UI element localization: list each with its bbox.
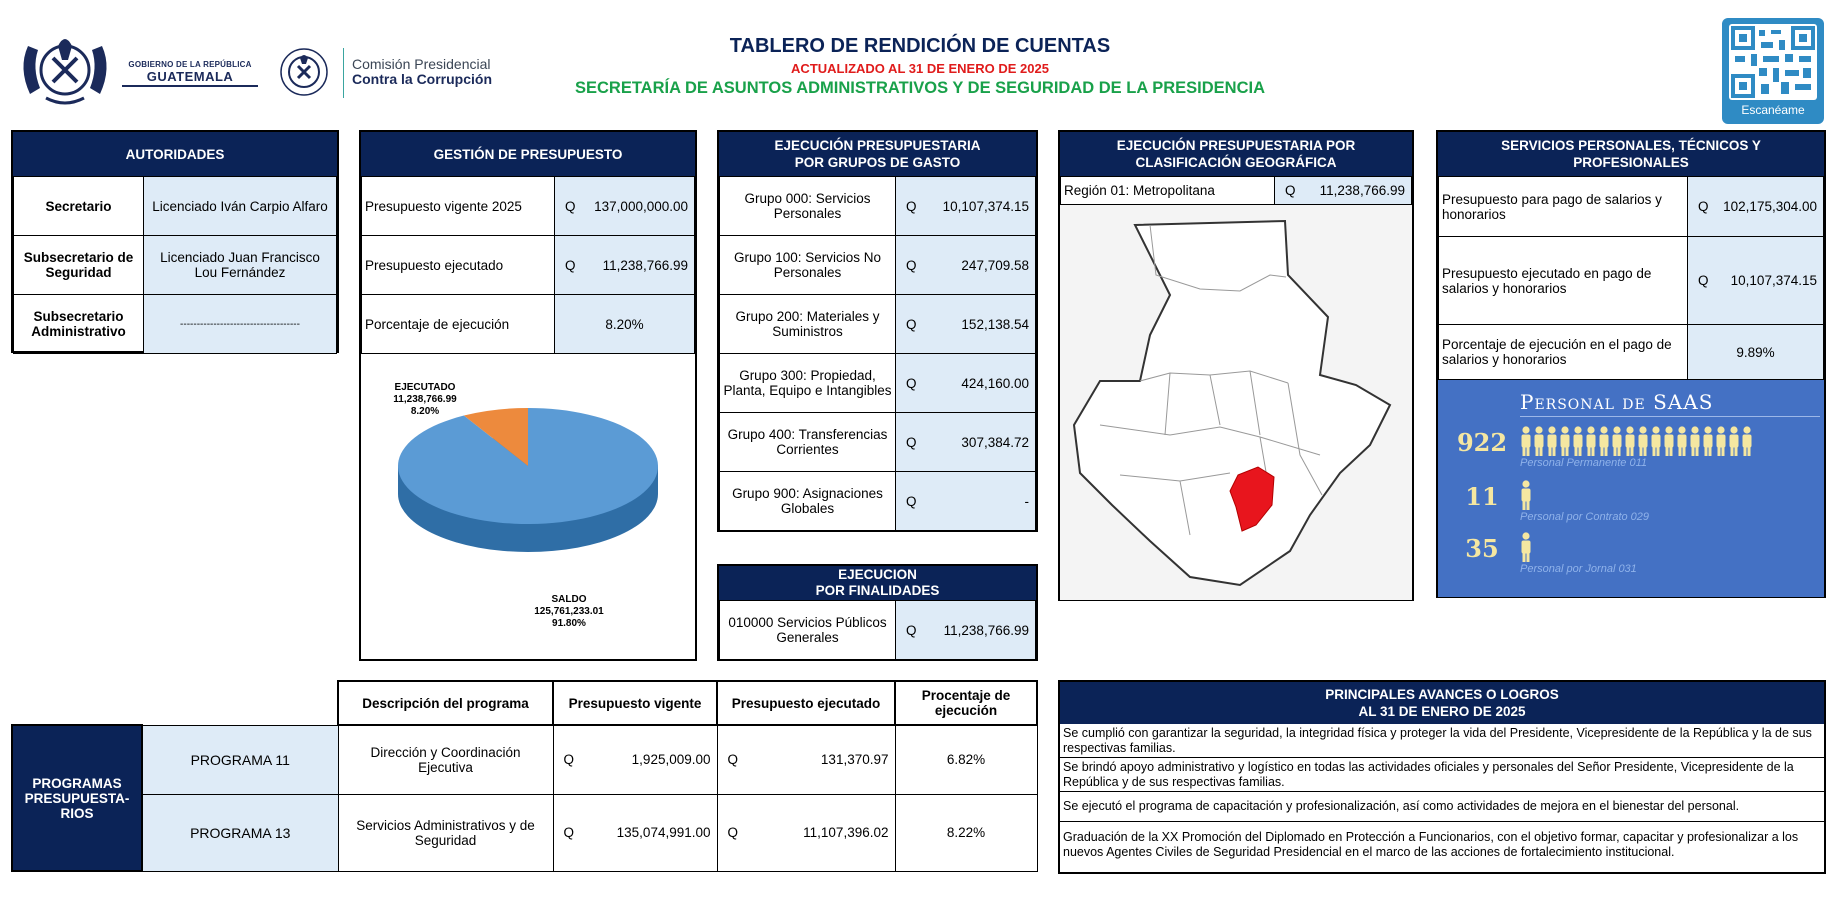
gestion-label: Presupuesto ejecutado <box>362 236 555 295</box>
person-icon <box>1598 426 1610 456</box>
grupo-row <box>720 177 1036 236</box>
grupo-value-cell <box>896 472 1036 531</box>
logro-item: Se brindó apoyo administrativo y logístico en todas las actividades oficiales y personales del Señor Presidente, Vicepresidente de la República y de sus respectivas familias. <box>1060 758 1824 792</box>
grupo-label: Grupo 200: Materiales y Suministros <box>720 295 896 354</box>
grupo-value: 307,384.72 <box>961 434 1029 450</box>
servicio-value-cell <box>1688 237 1824 325</box>
updated-date: ACTUALIZADO AL 31 DE ENERO DE 2025 <box>791 61 1049 76</box>
pie-label-ejecutado-name: EJECUTADO <box>394 382 456 393</box>
currency-symbol: Q <box>906 622 917 638</box>
currency-symbol: Q <box>906 316 917 332</box>
personal-icons <box>1520 532 1533 562</box>
ccc-seal-logo <box>278 46 330 98</box>
authority-role: Subsecretario Administrativo <box>14 295 144 354</box>
person-icon <box>1546 426 1558 456</box>
guatemala-seal-logo <box>16 28 114 110</box>
autoridades-title: AUTORIDADES <box>13 132 337 176</box>
grupos-title-line2: POR GRUPOS DE GASTO <box>794 155 961 170</box>
geo-title-line1: EJECUCIÓN PRESUPUESTARIA POR <box>1116 138 1356 153</box>
currency-symbol: Q <box>1285 183 1296 198</box>
grupo-row <box>720 413 1036 472</box>
programa-vigente: 135,074,991.00 <box>616 825 711 840</box>
programa-percent: 6.82% <box>895 725 1037 794</box>
authority-name: Licenciado Iván Carpio Alfaro <box>144 177 337 236</box>
pie-label-ejecutado-percent: 8.20% <box>410 406 440 417</box>
authority-name: Licenciado Juan Francisco Lou Fernández <box>144 236 337 295</box>
authority-name: ------------------------------------ <box>144 295 337 354</box>
personal-row <box>1438 426 1824 476</box>
currency-symbol: Q <box>565 257 576 273</box>
currency-symbol: Q <box>563 752 575 768</box>
servicios-panel <box>1436 130 1826 598</box>
pie-label-ejecutado-value: 11,238,766.99 <box>393 394 457 405</box>
currency-symbol: Q <box>906 434 917 450</box>
person-icon <box>1689 426 1701 456</box>
programa-vigente-cell <box>553 725 717 794</box>
personal-label: Personal por Jornal 031 <box>1520 563 1637 575</box>
grupo-value: - <box>1024 493 1029 509</box>
currency-symbol: Q <box>1698 199 1709 214</box>
grupo-label: Grupo 400: Transferencias Corrientes <box>720 413 896 472</box>
country-outline <box>1074 221 1390 585</box>
servicio-value-cell <box>1688 177 1824 237</box>
personal-icons <box>1520 480 1533 510</box>
servicio-value: 102,175,304.00 <box>1723 199 1817 214</box>
person-icon <box>1702 426 1714 456</box>
currency-symbol: Q <box>727 752 739 768</box>
pie-label-saldo-name: SALDO <box>551 594 587 605</box>
servicio-value: 10,107,374.15 <box>1730 273 1817 288</box>
grupos-title <box>719 132 1036 176</box>
logro-item: Se cumplió con garantizar la seguridad, la integridad física y proteger la vida del Presidente, Vicepresidente de la República y la de sus respectivas familias. <box>1060 724 1824 758</box>
pie-svg <box>361 354 695 660</box>
currency-symbol: Q <box>727 825 739 840</box>
person-icon <box>1611 426 1623 456</box>
logro-item: Se ejecutó el programa de capacitación y profesionalización, así como actividades de mejora en el bienestar del personal. <box>1060 792 1824 822</box>
gestion-title: GESTIÓN DE PRESUPUESTO <box>361 132 695 176</box>
geo-title <box>1060 132 1412 176</box>
person-icon <box>1572 426 1584 456</box>
gov-logo-line1: GOBIERNO DE LA REPÚBLICA <box>128 60 252 69</box>
personal-label: Personal por Contrato 029 <box>1520 511 1650 523</box>
finalidades-title-line1: EJECUCION <box>838 567 917 582</box>
programa-ejecutado-cell <box>717 794 895 871</box>
qr-label: Escanéame <box>1741 103 1805 117</box>
programa-ejecutado: 131,370.97 <box>820 752 889 768</box>
col-header-percent: Procentaje de ejecución <box>895 681 1037 725</box>
geo-value-cell <box>1275 177 1412 205</box>
grupo-row <box>720 472 1036 531</box>
pie-label-saldo-value: 125,761,233.01 <box>534 606 604 617</box>
person-icon <box>1624 426 1636 456</box>
programas-panel <box>11 680 1038 874</box>
personal-icons <box>1520 426 1754 456</box>
gestion-label: Porcentaje de ejecución <box>362 295 555 354</box>
qr-pattern <box>1729 24 1817 100</box>
programa-ejecutado: 11,107,396.02 <box>803 825 889 840</box>
currency-symbol: Q <box>565 198 576 214</box>
programa-percent: 8.22% <box>895 794 1037 871</box>
personal-count: 35 <box>1465 534 1499 563</box>
currency-symbol: Q <box>906 493 917 509</box>
grupo-value-cell <box>896 413 1036 472</box>
person-icon <box>1637 426 1649 456</box>
person-icon <box>1650 426 1662 456</box>
person-icon <box>1559 426 1571 456</box>
logros-title-line1: PRINCIPALES AVANCES O LOGROS <box>1325 687 1559 702</box>
servicio-label: Presupuesto ejecutado en pago de salarios y honorarios <box>1439 237 1688 325</box>
currency-symbol: Q <box>563 825 575 840</box>
person-icon <box>1533 426 1545 456</box>
logros-panel <box>1058 680 1826 874</box>
grupo-row <box>720 295 1036 354</box>
finalidad-label: 010000 Servicios Públicos Generales <box>720 601 896 660</box>
authority-role: Subsecretario de Seguridad <box>14 236 144 295</box>
personal-count: 11 <box>1465 482 1499 511</box>
logros-title <box>1060 682 1824 724</box>
gestion-value-cell <box>555 236 695 295</box>
grupo-label: Grupo 100: Servicios No Personales <box>720 236 896 295</box>
ccc-logo-line2: Contra la Corrupción <box>352 71 493 87</box>
authority-role: Secretario <box>14 177 144 236</box>
person-icon <box>1676 426 1688 456</box>
finalidad-value-cell <box>896 601 1036 660</box>
grupos-panel <box>717 130 1038 532</box>
grupo-value: 152,138.54 <box>961 316 1029 332</box>
programa-ejecutado-cell <box>717 725 895 794</box>
col-header-vigente: Presupuesto vigente <box>553 681 717 725</box>
personal-title-rule <box>1520 416 1820 417</box>
gov-logo-text <box>122 60 258 87</box>
servicio-label: Porcentaje de ejecución en el pago de salarios y honorarios <box>1439 325 1688 380</box>
grupo-value-cell <box>896 236 1036 295</box>
person-icon <box>1741 426 1753 456</box>
programa-vigente-cell <box>553 794 717 871</box>
grupo-value-cell <box>896 295 1036 354</box>
servicio-percent: 9.89% <box>1688 325 1824 380</box>
grupos-title-line1: EJECUCIÓN PRESUPUESTARIA <box>774 138 981 153</box>
programa-desc: Dirección y Coordinación Ejecutiva <box>338 725 553 794</box>
budget-pie-chart <box>361 354 695 660</box>
person-icon <box>1728 426 1740 456</box>
grupo-value: 424,160.00 <box>961 375 1029 391</box>
pie-label-saldo-percent: 91.80% <box>552 618 586 629</box>
personal-row <box>1438 532 1824 582</box>
grupo-label: Grupo 900: Asignaciones Globales <box>720 472 896 531</box>
personal-label: Personal Permanente 011 <box>1520 457 1647 469</box>
finalidades-panel <box>717 564 1038 661</box>
gestion-panel <box>359 130 697 661</box>
geo-region-label: Región 01: Metropolitana <box>1061 177 1275 205</box>
personal-count: 922 <box>1456 428 1508 457</box>
col-header-desc: Descripción del programa <box>338 681 553 725</box>
programas-side-label: PROGRAMAS PRESUPUESTA-RIOS <box>12 725 142 871</box>
person-icon <box>1520 426 1532 456</box>
ccc-divider <box>343 48 344 98</box>
currency-symbol: Q <box>1698 273 1709 288</box>
currency-symbol: Q <box>906 257 917 273</box>
finalidades-title-line2: POR FINALIDADES <box>815 583 940 598</box>
finalidad-value: 11,238,766.99 <box>943 622 1029 638</box>
geo-value: 11,238,766.99 <box>1319 183 1405 198</box>
personal-row <box>1438 480 1824 530</box>
person-icon <box>1520 480 1532 510</box>
gov-logo-line2: GUATEMALA <box>122 69 258 87</box>
grupo-value-cell <box>896 177 1036 236</box>
header <box>0 0 1838 128</box>
entity-name: SECRETARÍA DE ASUNTOS ADMINISTRATIVOS Y DE SEGURIDAD DE LA PRESIDENCIA <box>574 79 1266 97</box>
programa-vigente: 1,925,009.00 <box>631 752 711 768</box>
personal-infographic <box>1438 380 1824 597</box>
col-header-ejecutado: Presupuesto ejecutado <box>717 681 895 725</box>
grupo-label: Grupo 000: Servicios Personales <box>720 177 896 236</box>
currency-symbol: Q <box>906 375 917 391</box>
gestion-value: 11,238,766.99 <box>602 257 688 273</box>
programas-corner <box>12 681 338 725</box>
grupo-value-cell <box>896 354 1036 413</box>
person-icon <box>1715 426 1727 456</box>
programa-desc: Servicios Administrativos y de Seguridad <box>338 794 553 871</box>
gestion-percent: 8.20% <box>555 295 695 354</box>
autoridades-panel <box>11 130 339 353</box>
personal-title: Personal de SAAS <box>1520 390 1714 414</box>
servicio-label: Presupuesto para pago de salarios y honorarios <box>1439 177 1688 237</box>
page-title: TABLERO DE RENDICIÓN DE CUENTAS <box>729 35 1111 57</box>
currency-symbol: Q <box>906 198 917 214</box>
grupo-row <box>720 236 1036 295</box>
finalidades-title <box>719 566 1036 600</box>
logro-item: Graduación de la XX Promoción del Diplomado en Protección a Funcionarios, con el objetivo formar, capacitar y profesionalizar a los nuevos Agentes Civiles de Seguridad Presidencial en el marco de las acciones de fortalecimiento institucional. <box>1063 830 1799 859</box>
programa-name: PROGRAMA 11 <box>142 725 338 794</box>
servicios-title: SERVICIOS PERSONALES, TÉCNICOS Y PROFESIONALES <box>1438 132 1824 176</box>
gestion-value-cell <box>555 177 695 236</box>
programa-name: PROGRAMA 13 <box>142 794 338 871</box>
person-icon <box>1520 532 1532 562</box>
ccc-logo-line1: Comisión Presidencial <box>352 56 491 72</box>
guatemala-map <box>1060 205 1412 600</box>
grupo-value: 10,107,374.15 <box>942 198 1029 214</box>
grupo-label: Grupo 300: Propiedad, Planta, Equipo e Intangibles <box>720 354 896 413</box>
geo-panel <box>1058 130 1414 601</box>
grupo-value: 247,709.58 <box>961 257 1029 273</box>
person-icon <box>1585 426 1597 456</box>
gestion-value: 137,000,000.00 <box>594 198 688 214</box>
qr-code[interactable] <box>1722 18 1824 124</box>
geo-title-line2: CLASIFICACIÓN GEOGRÁFICA <box>1135 155 1337 170</box>
gestion-label: Presupuesto vigente 2025 <box>362 177 555 236</box>
person-icon <box>1663 426 1675 456</box>
grupo-row <box>720 354 1036 413</box>
logros-title-line2: AL 31 DE ENERO DE 2025 <box>1358 704 1526 719</box>
